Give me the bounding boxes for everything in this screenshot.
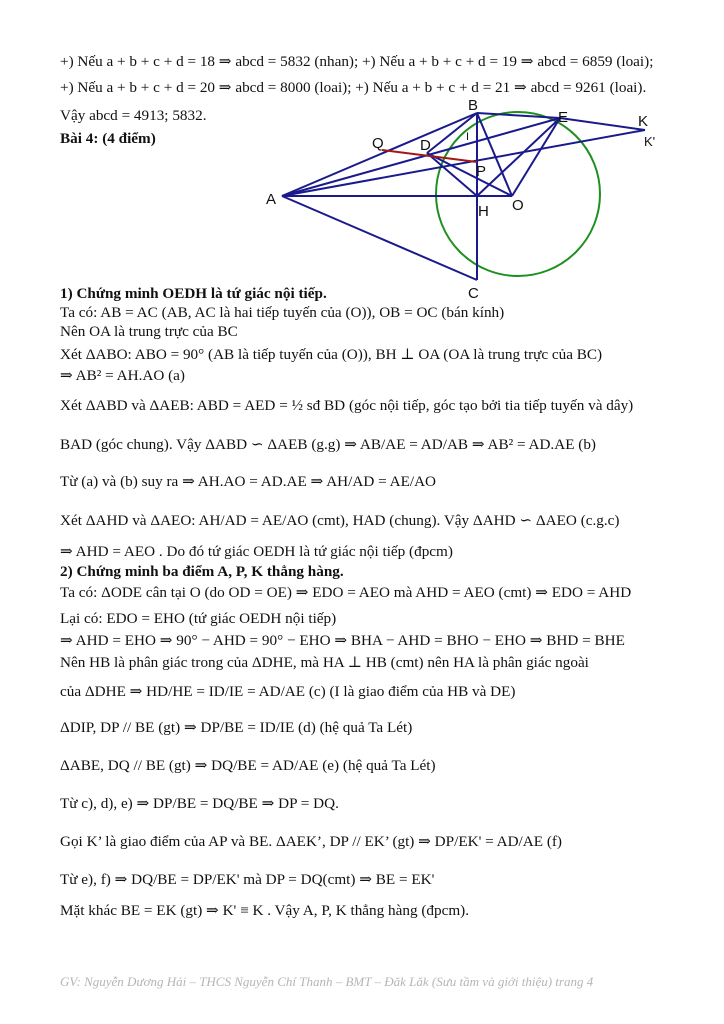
case-line-2: +) Nếu a + b + c + d = 20 ⇒ abcd = 8000 (loai); +) Nếu a + b + c + d = 21 ⇒ abcd = 9261 (loai). bbox=[60, 79, 647, 96]
circle-o bbox=[436, 112, 600, 276]
segment-ak bbox=[282, 130, 645, 196]
proof-line: Xét ΔABD và ΔAEB: ABD = AED = ½ sđ BD (góc nội tiếp, góc tạo bởi tia tiếp tuyến và dây) bbox=[60, 397, 634, 414]
label-d: D bbox=[420, 137, 431, 154]
label-p: P bbox=[476, 163, 487, 180]
label-a: A bbox=[266, 191, 277, 208]
label-q: Q bbox=[372, 135, 384, 152]
proof-line: ΔABE, DQ // BE (gt) ⇒ DQ/BE = AD/AE (e) (hệ quả Ta Lét) bbox=[60, 757, 436, 774]
proof-line: ⇒ AHD = EHO ⇒ 90° − AHD = 90° − EHO ⇒ BHA − AHD = BHO − EHO ⇒ BHD = BHE bbox=[60, 632, 625, 649]
proof-line: của ΔDHE ⇒ HD/HE = ID/IE = AD/AE (c) (I là giao điểm của HB và DE) bbox=[60, 683, 516, 700]
proof-line: Mặt khác BE = EK (gt) ⇒ K' ≡ K . Vậy A, P, K thẳng hàng (đpcm). bbox=[60, 902, 469, 919]
proof-line: Ta có: AB = AC (AB, AC là hai tiếp tuyến của (O)), OB = OC (bán kính) bbox=[60, 304, 505, 321]
label-e: E bbox=[558, 109, 569, 126]
proof-line: BAD (góc chung). Vậy ΔABD ∽ ΔAEB (g.g) ⇒ AB/AE = AD/AB ⇒ AB² = AD.AE (b) bbox=[60, 436, 596, 453]
label-i: I bbox=[466, 131, 470, 143]
label-b: B bbox=[468, 98, 479, 114]
label-k: K bbox=[638, 113, 649, 130]
proof-line: Gọi K’ là giao điểm của AP và BE. ΔAEK’, DP // EK’ (gt) ⇒ DP/EK' = AD/AE (f) bbox=[60, 833, 562, 850]
part-2-heading: 2) Chứng minh ba điểm A, P, K thẳng hàng. bbox=[60, 563, 344, 580]
proof-line: ΔDIP, DP // BE (gt) ⇒ DP/BE = ID/IE (d) (hệ quả Ta Lét) bbox=[60, 719, 413, 736]
conclusion-line: Vậy abcd = 4913; 5832. bbox=[60, 107, 207, 124]
geometry-figure bbox=[262, 98, 682, 303]
segment-ab bbox=[282, 113, 477, 196]
proof-line: Từ (a) và (b) suy ra ⇒ AH.AO = AD.AE ⇒ AH/AD = AE/AO bbox=[60, 473, 437, 490]
segment-ek bbox=[560, 118, 645, 130]
label-o: O bbox=[512, 197, 524, 214]
page-footer: GV: Nguyễn Dương Hải – THCS Nguyễn Chí Thanh – BMT – Đăk Lăk (Sưu tầm và giới thiệu) trang 4 bbox=[60, 974, 594, 989]
case-line-1: +) Nếu a + b + c + d = 18 ⇒ abcd = 5832 (nhan); +) Nếu a + b + c + d = 19 ⇒ abcd = 6859 (loai); bbox=[60, 53, 654, 70]
proof-line: Xét ΔABO: ABO = 90° (AB là tiếp tuyến của (O)), BH ⊥ OA (OA là trung trực của BC) bbox=[60, 346, 603, 363]
proof-line: Từ e), f) ⇒ DQ/BE = DP/EK' mà DP = DQ(cmt) ⇒ BE = EK' bbox=[60, 871, 435, 888]
label-h: H bbox=[478, 203, 489, 220]
proof-line: ⇒ AHD = AEO . Do đó tứ giác OEDH là tứ giác nội tiếp (đpcm) bbox=[60, 543, 453, 560]
proof-line: Xét ΔAHD và ΔAEO: AH/AD = AE/AO (cmt), HAD (chung). Vậy ΔAHD ∽ ΔAEO (c.g.c) bbox=[60, 512, 620, 529]
proof-line: Ta có: ΔODE cân tại O (do OD = OE) ⇒ EDO = AEO mà AHD = AEO (cmt) ⇒ EDO = AHD bbox=[60, 584, 632, 601]
label-c: C bbox=[468, 285, 479, 302]
proof-line: Nên OA là trung trực của BC bbox=[60, 323, 238, 340]
part-1-heading: 1) Chứng minh OEDH là tứ giác nội tiếp. bbox=[60, 285, 327, 302]
proof-line: ⇒ AB² = AH.AO (a) bbox=[60, 367, 185, 384]
proof-line: Lại có: EDO = EHO (tứ giác OEDH nội tiếp) bbox=[60, 610, 337, 627]
proof-line: Nên HB là phân giác trong của ΔDHE, mà HA ⊥ HB (cmt) nên HA là phân giác ngoài bbox=[60, 654, 589, 671]
label-k-prime: K' bbox=[644, 134, 656, 149]
proof-line: Từ c), d), e) ⇒ DP/BE = DQ/BE ⇒ DP = DQ. bbox=[60, 795, 339, 812]
problem-4-heading: Bài 4: (4 điểm) bbox=[60, 130, 156, 147]
